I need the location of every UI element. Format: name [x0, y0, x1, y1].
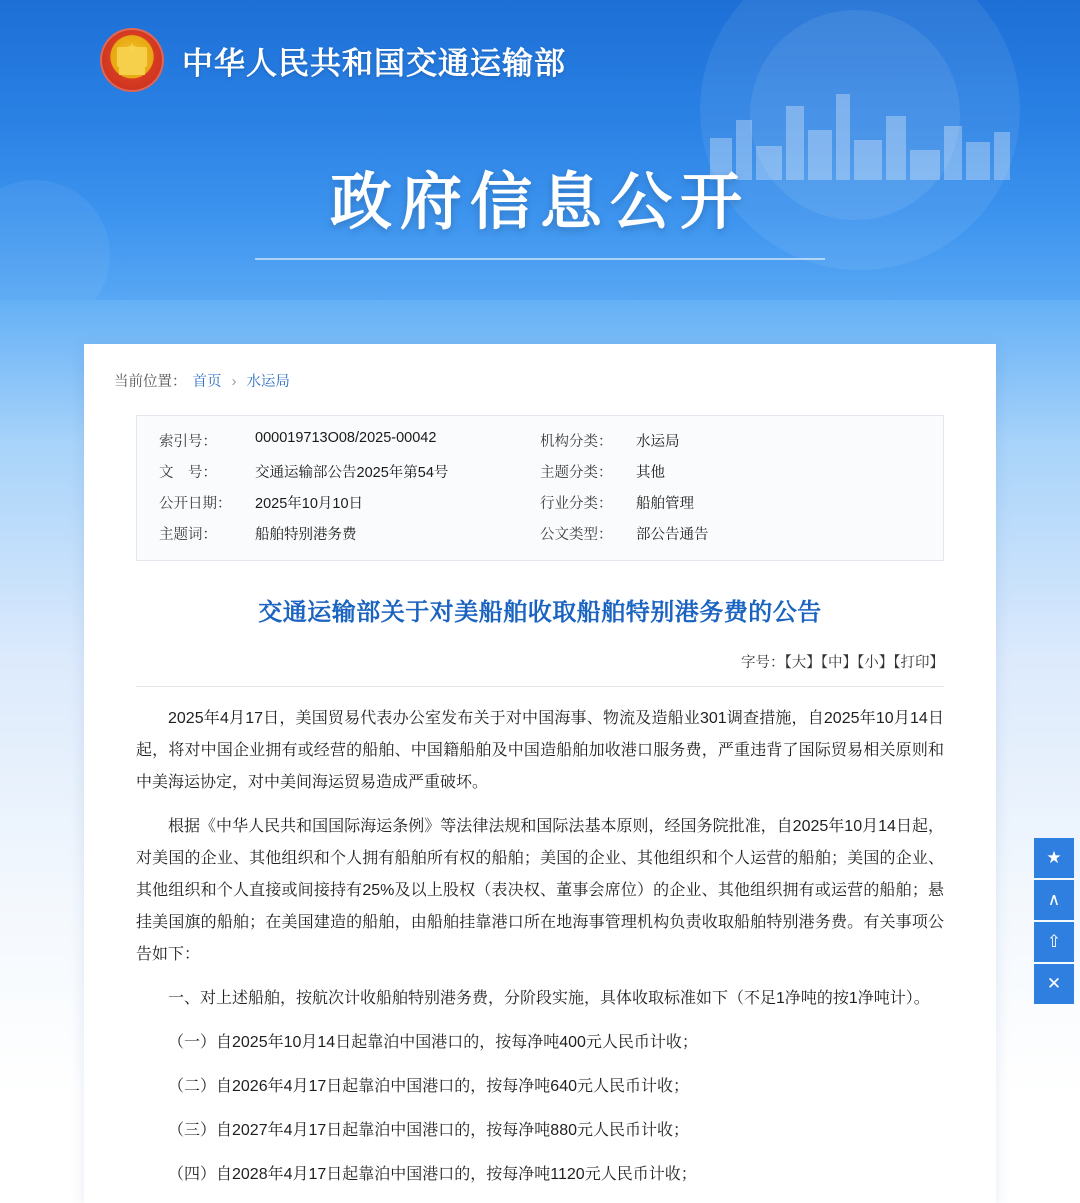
article-paragraph: （三）自2027年4月17日起靠泊中国港口的，按每净吨880元人民币计收； — [168, 1122, 689, 1139]
site-title: 中华人民共和国交通运输部 — [182, 45, 566, 81]
meta-key-industry: 行业分类： — [540, 496, 613, 512]
article-paragraph: 2025年4月17日，美国贸易代表办公室发布关于对中国海事、物流及造船业301调查措施，自2025年10月14日起，将对中国企业拥有或经营的船舶、中国籍船舶及中国造船舶加收港口服务费，严重违背了国际贸易相关原则和中美海运协定，对中美间海运贸易造成严重破坏。 — [136, 710, 944, 791]
breadcrumb-item-section[interactable]: 水运局 — [246, 374, 290, 390]
document-metadata-table — [136, 415, 944, 561]
meta-key-organization: 机构分类： — [540, 434, 613, 450]
font-size-label: 字号： — [741, 655, 785, 671]
banner-title: 政府信息公开 — [329, 168, 750, 237]
meta-value-publishdate: 2025年10月10日 — [255, 496, 364, 512]
meta-value-topic: 其他 — [636, 465, 665, 481]
meta-value-keyword: 船舶特别港务费 — [255, 527, 357, 543]
content-card — [84, 344, 996, 1203]
page-title: 交通运输部关于对美船舶收取船舶特别港务费的公告 — [258, 599, 822, 626]
meta-key-keyword: 主题词： — [159, 527, 217, 543]
favorite-star-icon[interactable]: ★ — [1034, 838, 1074, 878]
meta-value-docnumber: 交通运输部公告2025年第54号 — [255, 465, 449, 481]
site-banner — [0, 0, 1080, 340]
meta-value-organization: 水运局 — [636, 434, 680, 450]
breadcrumb — [84, 344, 996, 409]
floating-toolbar — [1034, 838, 1074, 1004]
font-size-medium-button[interactable]: 【中】 — [820, 655, 857, 671]
meta-value-index: 000019713O08/2025-00042 — [255, 430, 437, 446]
font-size-small-button[interactable]: 【小】 — [857, 655, 894, 671]
article-paragraph: （四）自2028年4月17日起靠泊中国港口的，按每净吨1120元人民币计收； — [168, 1166, 697, 1183]
meta-key-topic: 主题分类： — [540, 465, 613, 481]
site-header — [100, 28, 566, 92]
meta-key-doctype: 公文类型： — [540, 527, 613, 543]
national-emblem-icon — [100, 28, 164, 92]
print-button[interactable]: 【打印】 — [893, 655, 944, 671]
font-size-toolbar — [136, 651, 944, 672]
back-to-top-icon[interactable]: ⇧ — [1034, 922, 1074, 962]
breadcrumb-item-home[interactable]: 首页 — [192, 374, 222, 390]
wechat-icon[interactable]: ∧ — [1034, 880, 1074, 920]
article-paragraph: 根据《中华人民共和国国际海运条例》等法律法规和国际法基本原则，经国务院批准，自2025年10月14日起，对美国的企业、其他组织和个人拥有船舶所有权的船舶；美国的企业、其他组织和个人运营的船舶；美国的企业、其他组织和个人直接或间接持有25%及以上股权（表决权、董事会席位）的企业、其他组织拥有或运营的船舶；悬挂美国旗的船舶；在美国建造的船舶，由船舶挂靠港口所在地海事管理机构负责收取船舶特别港务费。有关事项公告如下： — [136, 818, 944, 963]
meta-key-index: 索引号： — [159, 434, 217, 450]
article-paragraph: （二）自2026年4月17日起靠泊中国港口的，按每净吨640元人民币计收； — [168, 1078, 689, 1095]
meta-key-publishdate: 公开日期： — [159, 496, 232, 512]
article-body — [136, 687, 944, 1191]
meta-key-docnumber: 文 号： — [159, 465, 217, 481]
breadcrumb-label: 当前位置： — [114, 374, 187, 390]
article-paragraph: 一、对上述船舶，按航次计收船舶特别港务费，分阶段实施，具体收取标准如下（不足1净吨的按1净吨计）。 — [168, 990, 930, 1007]
close-icon[interactable]: ✕ — [1034, 964, 1074, 1004]
article-paragraph: （一）自2025年10月14日起靠泊中国港口的，按每净吨400元人民币计收； — [168, 1034, 698, 1051]
banner-underline — [255, 258, 825, 260]
meta-value-doctype: 部公告通告 — [636, 527, 709, 543]
breadcrumb-separator: › — [231, 374, 237, 390]
font-size-large-button[interactable]: 【大】 — [784, 655, 821, 671]
meta-value-industry: 船舶管理 — [636, 496, 694, 512]
